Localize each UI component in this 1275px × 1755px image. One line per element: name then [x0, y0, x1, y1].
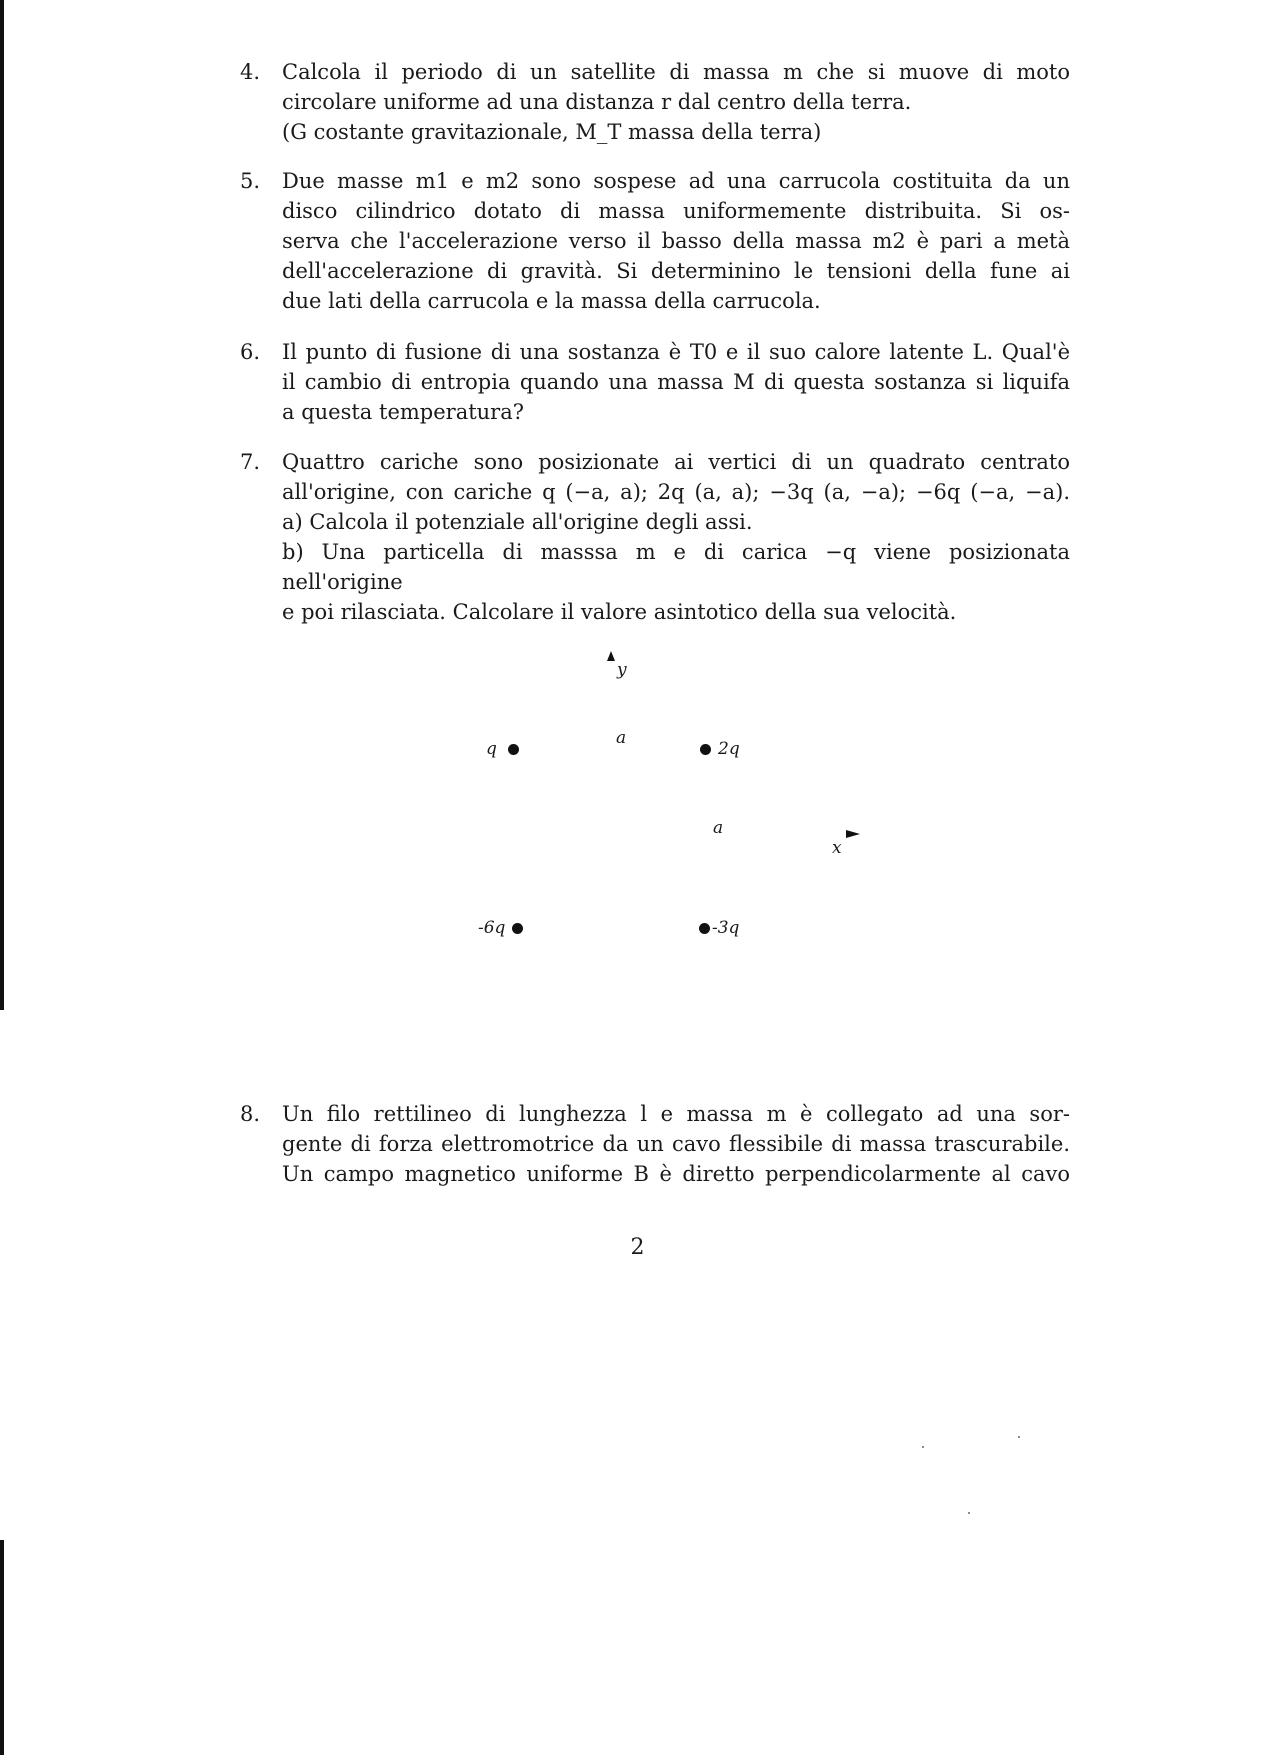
scan-speck [922, 1446, 924, 1448]
side-length-label-top: a [616, 728, 627, 748]
y-axis-label: y [617, 660, 627, 680]
charge-label-top-left: q [486, 739, 497, 759]
problem-line: il cambio di entropia quando una massa M di questa sostanza si liquifa [282, 370, 1070, 394]
problem-line: due lati della carrucola e la massa della carrucola. [282, 289, 821, 313]
problem-line: disco cilindrico dotato di massa uniformemente distribuita. Si os- [282, 199, 1070, 223]
problem-number: 6. [240, 340, 261, 364]
problem-line: Un campo magnetico uniforme B è diretto perpendicolarmente al cavo [282, 1162, 1070, 1186]
problem-4 [240, 57, 1070, 147]
problem-line: Calcola il periodo di un satellite di massa m che si muove di moto [282, 60, 1070, 84]
charge-dot-top-left [508, 744, 519, 755]
problem-5 [240, 166, 1070, 316]
problem-number: 8. [240, 1102, 261, 1126]
charge-label-bottom-left: -6q [478, 918, 506, 938]
problem-line: circolare uniforme ad una distanza r dal centro della terra. [282, 90, 912, 114]
scan-speck [1018, 1436, 1020, 1438]
side-length-label-right: a [713, 818, 724, 838]
charge-dot-bottom-left [512, 923, 523, 934]
problem-line: dell'accelerazione di gravità. Si determinino le tensioni della fune ai [282, 259, 1070, 283]
charge-dot-bottom-right [699, 923, 710, 934]
problem-line: e poi rilasciata. Calcolare il valore asintotico della sua velocità. [282, 600, 957, 624]
problem-line: (G costante gravitazionale, M_T massa della terra) [282, 120, 822, 144]
problem-line: a) Calcola il potenziale all'origine degli assi. [282, 510, 753, 534]
page-number: 2 [630, 1235, 645, 1260]
charge-label-top-right: 2q [718, 739, 740, 759]
problem-number: 5. [240, 169, 261, 193]
problem-line: a questa temperatura? [282, 400, 524, 424]
problem-line: Un filo rettilineo di lunghezza l e massa m è collegato ad una sor- [282, 1102, 1070, 1126]
problem-line: serva che l'accelerazione verso il basso della massa m2 è pari a metà [282, 229, 1070, 253]
problem-7 [240, 447, 1070, 627]
x-axis-label: x [832, 838, 842, 858]
scan-speck [968, 1512, 970, 1514]
problem-number: 4. [240, 60, 261, 84]
problem-line: Il punto di fusione di una sostanza è T0 e il suo calore latente L. Qual'è [282, 340, 1070, 364]
problem-line: all'origine, con cariche q (−a, a); 2q (a, a); −3q (a, −a); −6q (−a, −a). [282, 480, 1070, 504]
problem-line: Due masse m1 e m2 sono sospese ad una carrucola costituita da un [282, 169, 1070, 193]
problem-line: gente di forza elettromotrice da un cavo flessibile di massa trascurabile. [282, 1132, 1070, 1156]
y-axis-arrowhead-icon [607, 651, 615, 661]
problem-line: Quattro cariche sono posizionate ai vertici di un quadrato centrato [282, 450, 1070, 474]
scan-edge-mark [0, 1540, 4, 1755]
charge-label-bottom-right: -3q [712, 918, 740, 938]
problem-8 [240, 1099, 1070, 1189]
problem-line: b) Una particella di masssa m e di carica −q viene posizionata nell'origine [282, 540, 1070, 594]
scan-edge-mark [0, 0, 4, 1010]
problem-6 [240, 337, 1070, 427]
x-axis-arrowhead-icon [846, 830, 860, 838]
charge-dot-top-right [700, 744, 711, 755]
problem-number: 7. [240, 450, 261, 474]
